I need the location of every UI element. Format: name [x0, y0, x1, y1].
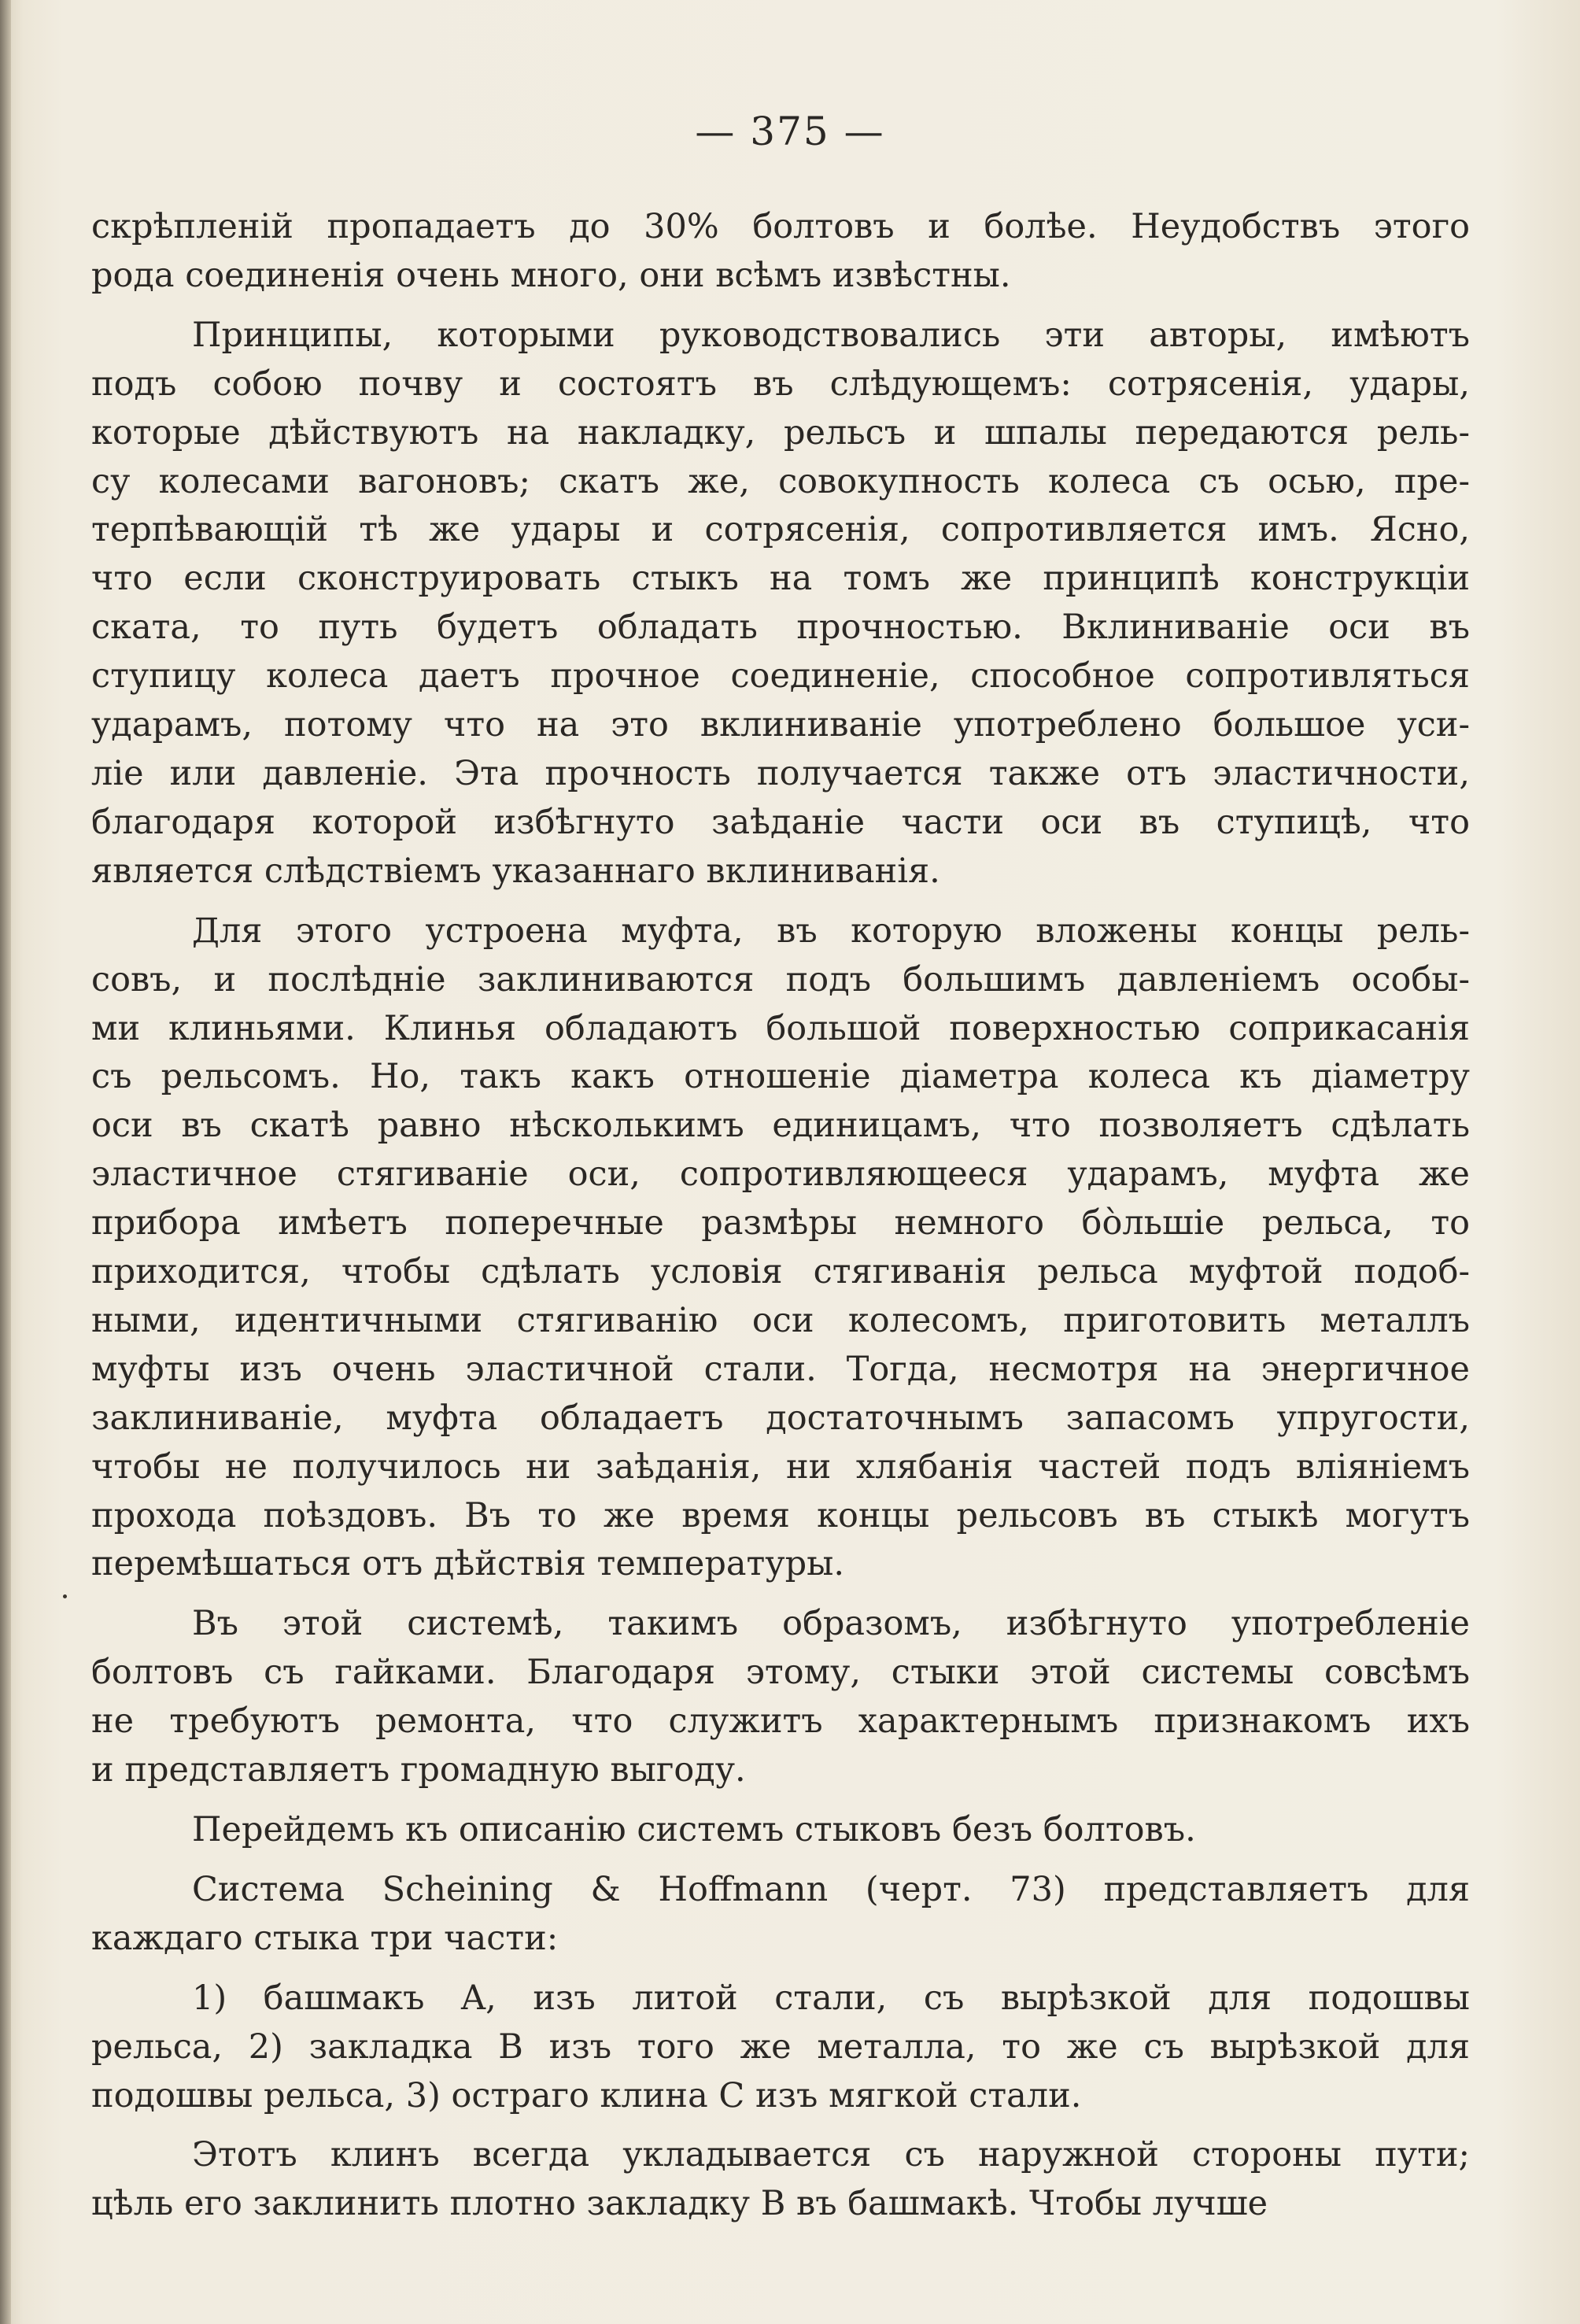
text-line: Въ этой системѣ, такимъ образомъ, избѣгнуто употребленіе — [192, 1604, 1470, 1644]
paragraph-gap — [91, 1795, 1470, 1806]
page-edge — [0, 0, 11, 2324]
text-line: что если сконструировать стыкъ на томъ же принципѣ конструкціи — [91, 559, 1470, 599]
paragraph — [91, 907, 1470, 1590]
ink-speck — [63, 1594, 67, 1598]
text-line: прохода поѣздовъ. Въ то же время концы рельсовъ въ стыкѣ могутъ — [91, 1495, 1470, 1535]
text-line: является слѣдствіемъ указаннаго вклиниванія. — [91, 851, 940, 891]
text-line: ударамъ, потому что на это вклиниваніе употреблено большое уси- — [91, 705, 1470, 745]
text-line: скрѣпленій пропадаетъ до 30% болтовъ и болѣе. Неудобствъ этого — [91, 207, 1470, 246]
paragraph — [91, 1806, 1470, 1855]
text-line: подошвы рельса, 3) остраго клина C изъ мягкой стали. — [91, 2075, 1082, 2115]
text-line: Принципы, которыми руководствовались эти авторы, имѣютъ — [192, 315, 1470, 355]
text-line: ступицу колеса даетъ прочное соединеніе, способное сопротивляться — [91, 656, 1470, 696]
paragraph-gap — [91, 1855, 1470, 1866]
text-line: благодаря которой избѣгнуто заѣданіе части оси въ ступицѣ, что — [91, 802, 1470, 842]
text-line: и представляетъ громадную выгоду. — [91, 1750, 746, 1790]
paragraph — [91, 1866, 1470, 1964]
text-line: терпѣвающій тѣ же удары и сотрясенія, сопротивляется имъ. Ясно, — [91, 510, 1470, 550]
text-line: каждаго стыка три части: — [91, 1918, 559, 1958]
paragraph — [91, 312, 1470, 896]
text-line: су колесами вагоновъ; скатъ же, совокупность колеса съ осью, пре- — [91, 461, 1470, 501]
text-line: которые дѣйствуютъ на накладку, рельсъ и шпалы передаются рель- — [91, 412, 1470, 453]
text-line: не требуютъ ремонта, что служитъ характернымъ признакомъ ихъ — [91, 1701, 1470, 1742]
text-line: Для этого устроена муфта, въ которую вложены концы рель- — [192, 911, 1470, 951]
paragraph-gap — [91, 2120, 1470, 2131]
text-line: прибора имѣетъ поперечные размѣры немного бо̀льшіе рельса, то — [91, 1203, 1470, 1243]
paragraph — [91, 1975, 1470, 2121]
text-line: Система Scheining & Hoffmann (черт. 73) представляетъ для — [192, 1869, 1470, 1909]
text-line: болтовъ съ гайками. Благодаря этому, стыки этой системы совсѣмъ — [91, 1653, 1470, 1693]
text-line: Этотъ клинъ всегда укладывается съ наружной стороны пути; — [192, 2135, 1470, 2175]
paragraph-gap — [91, 1964, 1470, 1975]
text-line: Перейдемъ къ описанію системъ стыковъ безъ болтовъ. — [192, 1810, 1196, 1849]
paragraph — [91, 203, 1470, 301]
text-line: перемѣшаться отъ дѣйствія температуры. — [91, 1544, 845, 1584]
text-line: рода соединенія очень много, они всѣмъ извѣстны. — [91, 255, 1011, 295]
text-line: оси въ скатѣ равно нѣсколькимъ единицамъ, что позволяетъ сдѣлать — [91, 1106, 1470, 1146]
paragraph-gap — [91, 1589, 1470, 1600]
paragraph-gap — [91, 896, 1470, 907]
text-line: муфты изъ очень эластичной стали. Тогда, несмотря на энергичное — [91, 1349, 1470, 1389]
text-line: ми клиньями. Клинья обладаютъ большой поверхностью соприкасанія — [91, 1008, 1470, 1048]
paragraph — [91, 2131, 1470, 2229]
text-line: приходится, чтобы сдѣлать условія стягиванія рельса муфтой подоб- — [91, 1252, 1470, 1292]
text-line: ската, то путь будетъ обладать прочностью. Вклиниваніе оси въ — [91, 608, 1470, 648]
text-line: заклиниваніе, муфта обладаетъ достаточнымъ запасомъ упругости, — [91, 1398, 1470, 1438]
text-line: цѣль его заклинить плотно закладку B въ башмакѣ. Чтобы лучше — [91, 2184, 1268, 2224]
text-line: чтобы не получилось ни заѣданія, ни хлябанія частей подъ вліяніемъ — [91, 1446, 1470, 1487]
body-text — [91, 203, 1470, 2229]
text-line: ліе или давленіе. Эта прочность получается также отъ эластичности, — [91, 753, 1470, 793]
paragraph-gap — [91, 301, 1470, 312]
text-line: 1) башмакъ A, изъ литой стали, съ вырѣзкой для подошвы — [192, 1978, 1470, 2018]
text-line: совъ, и послѣдніе заклиниваются подъ большимъ давленіемъ особы- — [91, 959, 1470, 999]
text-line: ными, идентичными стягиванію оси колесомъ, приготовить металлъ — [91, 1300, 1470, 1340]
text-line: съ рельсомъ. Но, такъ какъ отношеніе діаметра колеса къ діаметру — [91, 1057, 1470, 1097]
text-line: подъ собою почву и состоятъ въ слѣдующемъ: сотрясенія, удары, — [91, 364, 1470, 404]
paragraph — [91, 1600, 1470, 1795]
text-line: эластичное стягиваніе оси, сопротивляющееся ударамъ, муфта же — [91, 1155, 1470, 1195]
text-line: рельса, 2) закладка B изъ того же металла, то же съ вырѣзкой для — [91, 2027, 1470, 2067]
page-number: — 375 — — [695, 109, 885, 154]
